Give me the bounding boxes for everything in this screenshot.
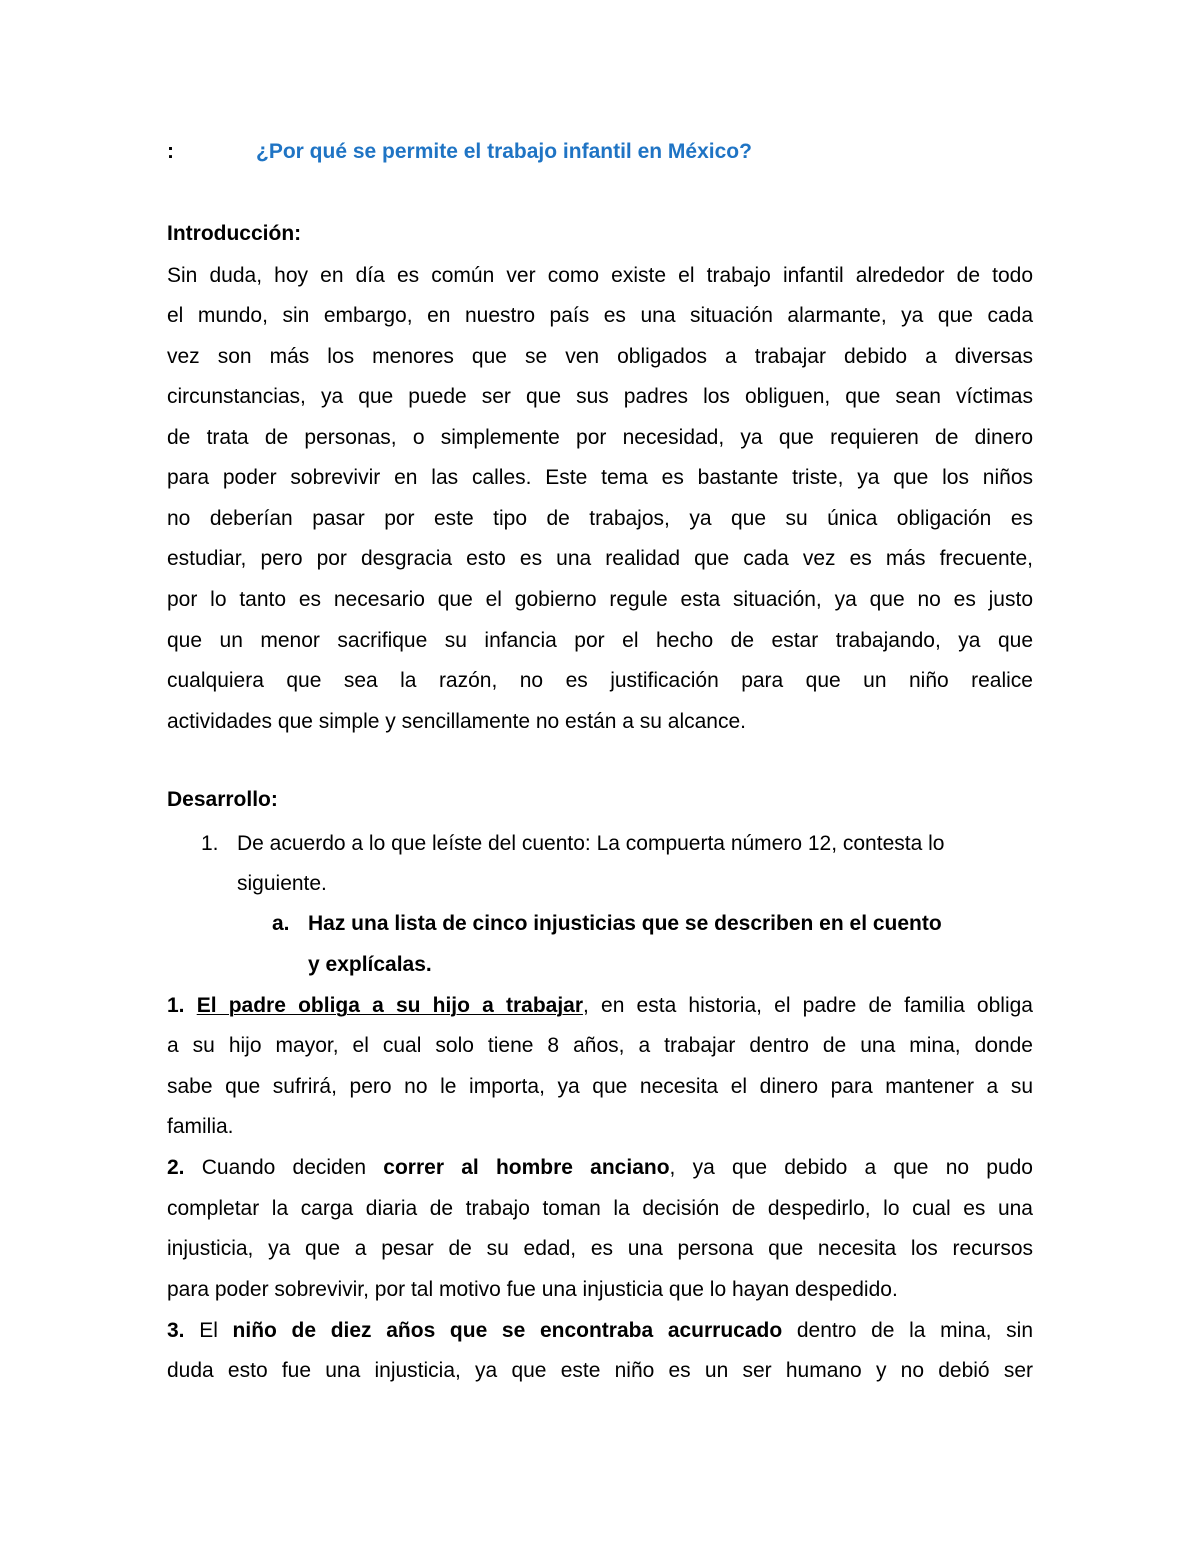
intro-line: actividades que simple y sencillamente no están a su alcance. xyxy=(167,710,746,733)
item-line: injusticia, ya que a pesar de su edad, es una persona que necesita los recursos xyxy=(167,1237,1033,1260)
list-item xyxy=(201,829,1033,859)
intro-line: Sin duda, hoy en día es común ver como existe el trabajo infantil alrededor de todo xyxy=(167,264,1033,287)
item-text: , ya que debido a que no pudo xyxy=(669,1156,1033,1179)
item-text: , en esta historia, el padre de familia obliga xyxy=(583,994,1033,1017)
sub-list-text: Haz una lista de cinco injusticias que se describen en el cuento xyxy=(308,912,942,935)
item-line: familia. xyxy=(167,1115,234,1138)
development-heading: Desarrollo: xyxy=(167,788,278,811)
intro-line: estudiar, pero por desgracia esto es una realidad que cada vez es más frecuente, xyxy=(167,547,1033,570)
injustice-item-2 xyxy=(167,1153,1033,1183)
sub-list-label: a. xyxy=(272,912,290,935)
intro-line: el mundo, sin embargo, en nuestro país es una situación alarmante, ya que cada xyxy=(167,304,1033,327)
item-line: completar la carga diaria de trabajo toman la decisión de despedirlo, lo cual es una xyxy=(167,1197,1033,1220)
injustice-item-1 xyxy=(167,991,1033,1021)
item-line: duda esto fue una injusticia, ya que este niño es un ser humano y no debió ser xyxy=(167,1359,1033,1382)
list-number: 1. xyxy=(201,832,219,855)
intro-line: cualquiera que sea la razón, no es justificación para que un niño realice xyxy=(167,669,1033,692)
item-number: 3. xyxy=(167,1319,185,1342)
item-line: sabe que sufrirá, pero no le importa, ya que necesita el dinero para mantener a su xyxy=(167,1075,1033,1098)
item-highlight: niño de diez años que se encontraba acurrucado xyxy=(232,1319,783,1342)
intro-line: vez son más los menores que se ven obligados a trabajar debido a diversas xyxy=(167,345,1033,368)
item-text: El xyxy=(184,1319,233,1342)
list-item-continuation: siguiente. xyxy=(237,872,327,895)
item-line: para poder sobrevivir, por tal motivo fue una injusticia que lo hayan despedido. xyxy=(167,1278,898,1301)
title-text: ¿Por qué se permite el trabajo infantil en México? xyxy=(256,140,752,163)
intro-line: no deberían pasar por este tipo de trabajos, ya que su única obligación es xyxy=(167,507,1033,530)
item-number: 1. xyxy=(167,994,185,1017)
intro-line: circunstancias, ya que puede ser que sus padres los obliguen, que sean víctimas xyxy=(167,385,1033,408)
intro-line: de trata de personas, o simplemente por necesidad, ya que requieren de dinero xyxy=(167,426,1033,449)
intro-line: para poder sobrevivir en las calles. Este tema es bastante triste, ya que los niños xyxy=(167,466,1033,489)
title-prefix: : xyxy=(167,140,174,163)
sub-list-continuation: y explícalas. xyxy=(308,953,432,976)
item-highlight: correr al hombre anciano xyxy=(383,1156,670,1179)
item-line: a su hijo mayor, el cual solo tiene 8 años, a trabajar dentro de una mina, donde xyxy=(167,1034,1033,1057)
intro-line: por lo tanto es necesario que el gobierno regule esta situación, ya que no es justo xyxy=(167,588,1033,611)
intro-heading: Introducción: xyxy=(167,222,302,245)
item-text: Cuando deciden xyxy=(184,1156,384,1179)
item-number: 2. xyxy=(167,1156,185,1179)
intro-line: que un menor sacrifique su infancia por el hecho de estar trabajando, ya que xyxy=(167,629,1033,652)
sub-list-item xyxy=(272,909,1032,939)
document-title xyxy=(167,140,1067,170)
item-text: dentro de la mina, sin xyxy=(782,1319,1034,1342)
injustice-item-3 xyxy=(167,1316,1033,1346)
item-highlight: El padre obliga a su hijo a trabajar xyxy=(196,994,584,1017)
list-text: De acuerdo a lo que leíste del cuento: La compuerta número 12, contesta lo xyxy=(237,832,945,855)
